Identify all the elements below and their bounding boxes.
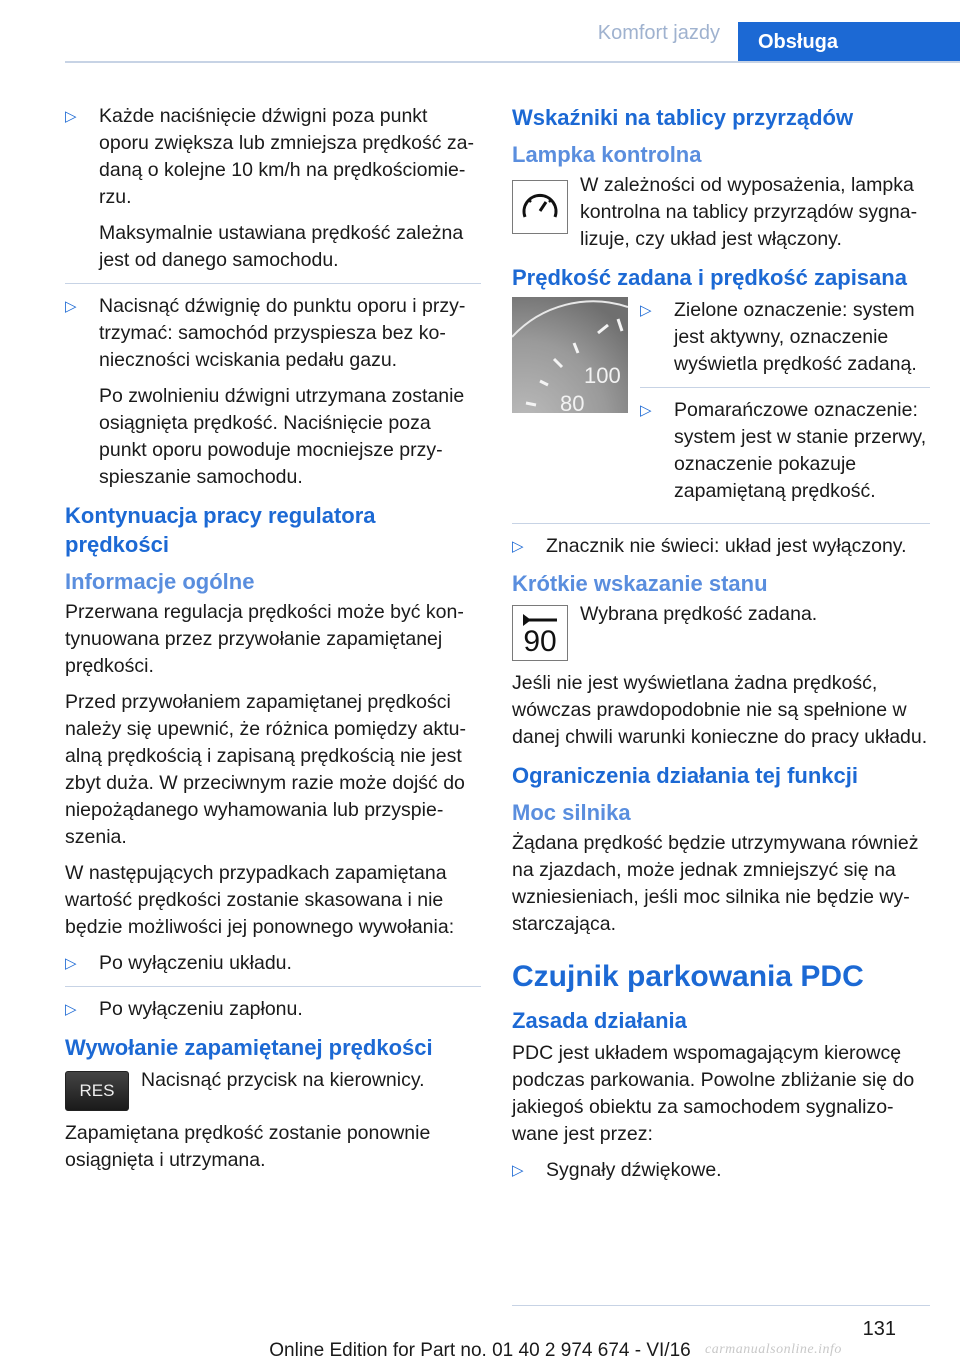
- gauge-row: [512, 297, 930, 514]
- list-item-text: Sygnały dźwiękowe.: [546, 1159, 722, 1181]
- list-item-text: Znacznik nie świeci: układ jest wyłączony.: [546, 535, 907, 557]
- lamp-row: [512, 172, 930, 253]
- lamp-text: W zależności od wyposażenia, lampka kontrolna na tablicy przyrządów sygnalizuje, czy układ jest włączony.: [580, 174, 918, 250]
- paragraph: Jeśli nie jest wyświetlana żadna prędkość, wówczas prawdopodobnie nie są spełnione w danej chwili warunki konieczne do pracy układu.: [512, 672, 928, 748]
- triangle-bullet-icon: ▷: [65, 955, 77, 972]
- heading-pdc: Czujnik parkowania PDC: [512, 960, 864, 993]
- res-row: [65, 1067, 481, 1111]
- list-item-text: Po wyłączeniu zapłonu.: [99, 998, 303, 1020]
- page-number: 131: [862, 1318, 896, 1340]
- paragraph: Żądana prędkość będzie utrzymywana również na zjazdach, może jednak zmniejszyć się na wzniesieniach, jeśli moc silnika nie będzie wystarczająca.: [512, 832, 919, 935]
- header-rule: [65, 61, 960, 63]
- gauge-label: 80: [560, 391, 585, 413]
- heading-engine: Moc silnika: [512, 800, 631, 825]
- triangle-bullet-icon: ▷: [640, 402, 652, 419]
- paragraph: Przed przywołaniem zapamiętanej prędkości należy się upewnić, że różnica pomiędzy aktualną prędkością i zapisaną prędkością nie jest zbyt duża. W przeciwnym razie może dojść do niepożądanego wyhamowania lub przyspieszenia.: [65, 691, 467, 848]
- brief-row: [512, 601, 930, 661]
- list-item: [640, 387, 930, 505]
- list-item-text: Pomarańczowe oznaczenie: system jest w stanie przerwy, oznaczenie pokazuje zapamiętaną prędkość.: [674, 399, 927, 502]
- paragraph: W następujących przypadkach zapamiętana wartość prędkości zostanie skasowana i nie będzie możliwości jej ponownego wywołania:: [65, 862, 455, 938]
- footer-edition: Online Edition for Part no. 01 40 2 974 674 - VI/16: [269, 1340, 691, 1361]
- page-header: [0, 0, 960, 62]
- cruise-control-lamp-icon: [512, 180, 568, 234]
- set-speed-value: 90: [523, 625, 557, 658]
- heading-limits: Ograniczenia działania tej funkcji: [512, 763, 858, 788]
- left-column: [65, 103, 481, 1183]
- list-item-text: Zielone oznaczenie: system jest aktywny, oznaczenie wyświetla prędkość zadaną.: [674, 299, 917, 375]
- heading-continue: Kontynuacja pracy regulatora prędkości: [65, 503, 376, 557]
- triangle-bullet-icon: ▷: [512, 538, 524, 555]
- right-column: [512, 103, 930, 1193]
- list-item: [65, 986, 481, 1023]
- heading-lamp: Lampka kontrolna: [512, 142, 702, 167]
- set-speed-indicator-icon: [512, 605, 568, 661]
- res-text: Nacisnąć przycisk na kierownicy.: [141, 1069, 425, 1091]
- list-item-text: Nacisnąć dźwignię do punktu oporu i przytrzymać: samochód przyspiesza bez konieczności wciskania pedału gazu.: [99, 295, 466, 371]
- triangle-bullet-icon: ▷: [65, 1001, 77, 1018]
- triangle-bullet-icon: ▷: [65, 298, 77, 315]
- header-section-title: Komfort jazdy: [597, 22, 720, 44]
- triangle-bullet-icon: ▷: [640, 302, 652, 319]
- watermark: carmanualsonline.info: [705, 1342, 842, 1357]
- heading-principle: Zasada działania: [512, 1008, 687, 1033]
- list-item: [512, 523, 930, 560]
- brief-text: Wybrana prędkość zadana.: [580, 603, 818, 625]
- res-button-icon: RES: [65, 1071, 129, 1111]
- list-item-note: Po zwolnieniu dźwigni utrzymana zostanie osiągnięta prędkość. Naciśnięcie poza punkt oporu powoduje mocniejsze przyspieszanie samochodu.: [99, 385, 465, 488]
- list-item: [640, 297, 930, 378]
- list-item: [65, 950, 481, 977]
- triangle-bullet-icon: ▷: [512, 1162, 524, 1179]
- paragraph: Zapamiętana prędkość zostanie ponownie osiągnięta i utrzymana.: [65, 1122, 431, 1171]
- heading-recall: Wywołanie zapamiętanej prędkości: [65, 1035, 433, 1060]
- list-item-text: Każde naciśnięcie dźwigni poza punkt oporu zwiększa lub zmniejsza prędkość zadaną o kolejne 10 km/h na prędkościomierzu.: [99, 105, 475, 208]
- heading-speed: Prędkość zadana i prędkość zapisana: [512, 265, 907, 290]
- paragraph: Przerwana regulacja prędkości może być kontynuowana przez przywołanie zapamiętanej prędkości.: [65, 601, 464, 677]
- status-sublist: [640, 297, 930, 514]
- paragraph: PDC jest układem wspomagającym kierowcę podczas parkowania. Powolne zbliżanie się do jakiegoś obiektu za samochodem sygnalizowane jest przez:: [512, 1042, 915, 1145]
- triangle-bullet-icon: ▷: [65, 108, 77, 125]
- list-item-note: Maksymalnie ustawiana prędkość zależna jest od danego samochodu.: [99, 222, 464, 271]
- list-item: [65, 283, 481, 491]
- speedometer-gauge-image: [512, 297, 628, 413]
- list-item: [512, 1157, 930, 1184]
- header-tab: Obsługa: [738, 22, 960, 62]
- list-item: [65, 103, 481, 274]
- footer-rule: [512, 1305, 930, 1306]
- heading-general: Informacje ogólne: [65, 569, 255, 594]
- heading-indicators: Wskaźniki na tablicy przyrządów: [512, 105, 854, 130]
- list-item-text: Po wyłączeniu układu.: [99, 952, 292, 974]
- gauge-label: 100: [584, 363, 621, 388]
- heading-brief: Krótkie wskazanie stanu: [512, 571, 768, 596]
